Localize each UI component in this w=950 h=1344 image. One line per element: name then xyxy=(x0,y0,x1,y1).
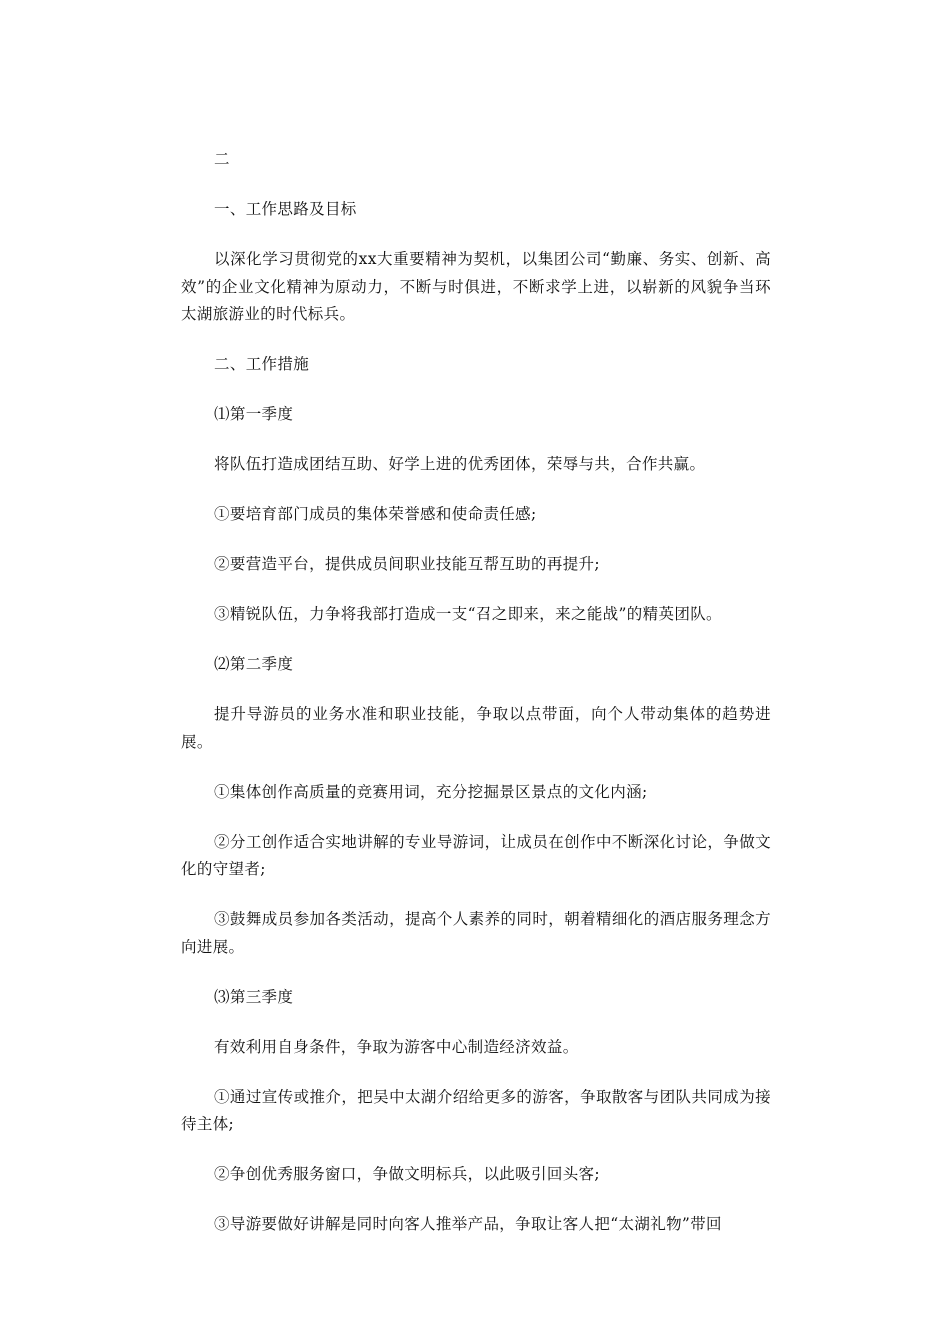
list-item-q2-3: ③鼓舞成员参加各类活动，提高个人素养的同时，朝着精细化的酒店服务理念方向进展。 xyxy=(181,910,771,956)
list-item-q2-2: ②分工创作适合实地讲解的专业导游词，让成员在创作中不断深化讨论，争做文化的守望者; xyxy=(181,832,771,878)
paragraph-quarter-2: 提升导游员的业务水准和职业技能，争取以点带面，向个人带动集体的趋势进展。 xyxy=(181,705,771,751)
list-item-q1-3: ③精锐队伍，力争将我部打造成一支“召之即来，来之能战”的精英团队。 xyxy=(214,605,722,623)
list-item-q1-2: ②要营造平台，提供成员间职业技能互帮互助的再提升; xyxy=(214,555,600,573)
heading-work-goals: 一、工作思路及目标 xyxy=(214,200,357,218)
list-item-q3-3: ③导游要做好讲解是同时向客人推举产品，争取让客人把“太湖礼物”带回 xyxy=(214,1215,722,1233)
paragraph-quarter-1: 将队伍打造成团结互助、好学上进的优秀团体，荣辱与共，合作共赢。 xyxy=(214,455,706,473)
heading-work-measures: 二、工作措施 xyxy=(214,355,310,373)
heading-quarter-3: ⑶第三季度 xyxy=(214,987,294,1006)
list-item-q2-1: ①集体创作高质量的竞赛用词，充分挖掘景区景点的文化内涵; xyxy=(214,782,648,801)
document-body xyxy=(181,146,771,1261)
heading-quarter-1: ⑴第一季度 xyxy=(214,405,294,423)
list-item-q3-2: ②争创优秀服务窗口，争做文明标兵，以此吸引回头客; xyxy=(214,1165,600,1183)
paragraph-quarter-3: 有效利用自身条件，争取为游客中心制造经济效益。 xyxy=(214,1037,579,1056)
list-item-q3-1: ①通过宣传或推介，把吴中太湖介绍给更多的游客，争取散客与团队共同成为接待主体; xyxy=(181,1087,771,1133)
list-item-q1-1: ①要培育部门成员的集体荣誉感和使命责任感; xyxy=(214,505,537,523)
heading-quarter-2: ⑵第二季度 xyxy=(214,655,294,673)
paragraph-work-goals: 以深化学习贯彻党的xx大重要精神为契机，以集团公司“勤廉、务实、创新、高效”的企业文化精神为原动力，不断与时俱进，不断求学上进，以崭新的风貌争当环太湖旅游业的时代标兵。 xyxy=(181,250,771,323)
section-number: 二 xyxy=(214,150,230,168)
